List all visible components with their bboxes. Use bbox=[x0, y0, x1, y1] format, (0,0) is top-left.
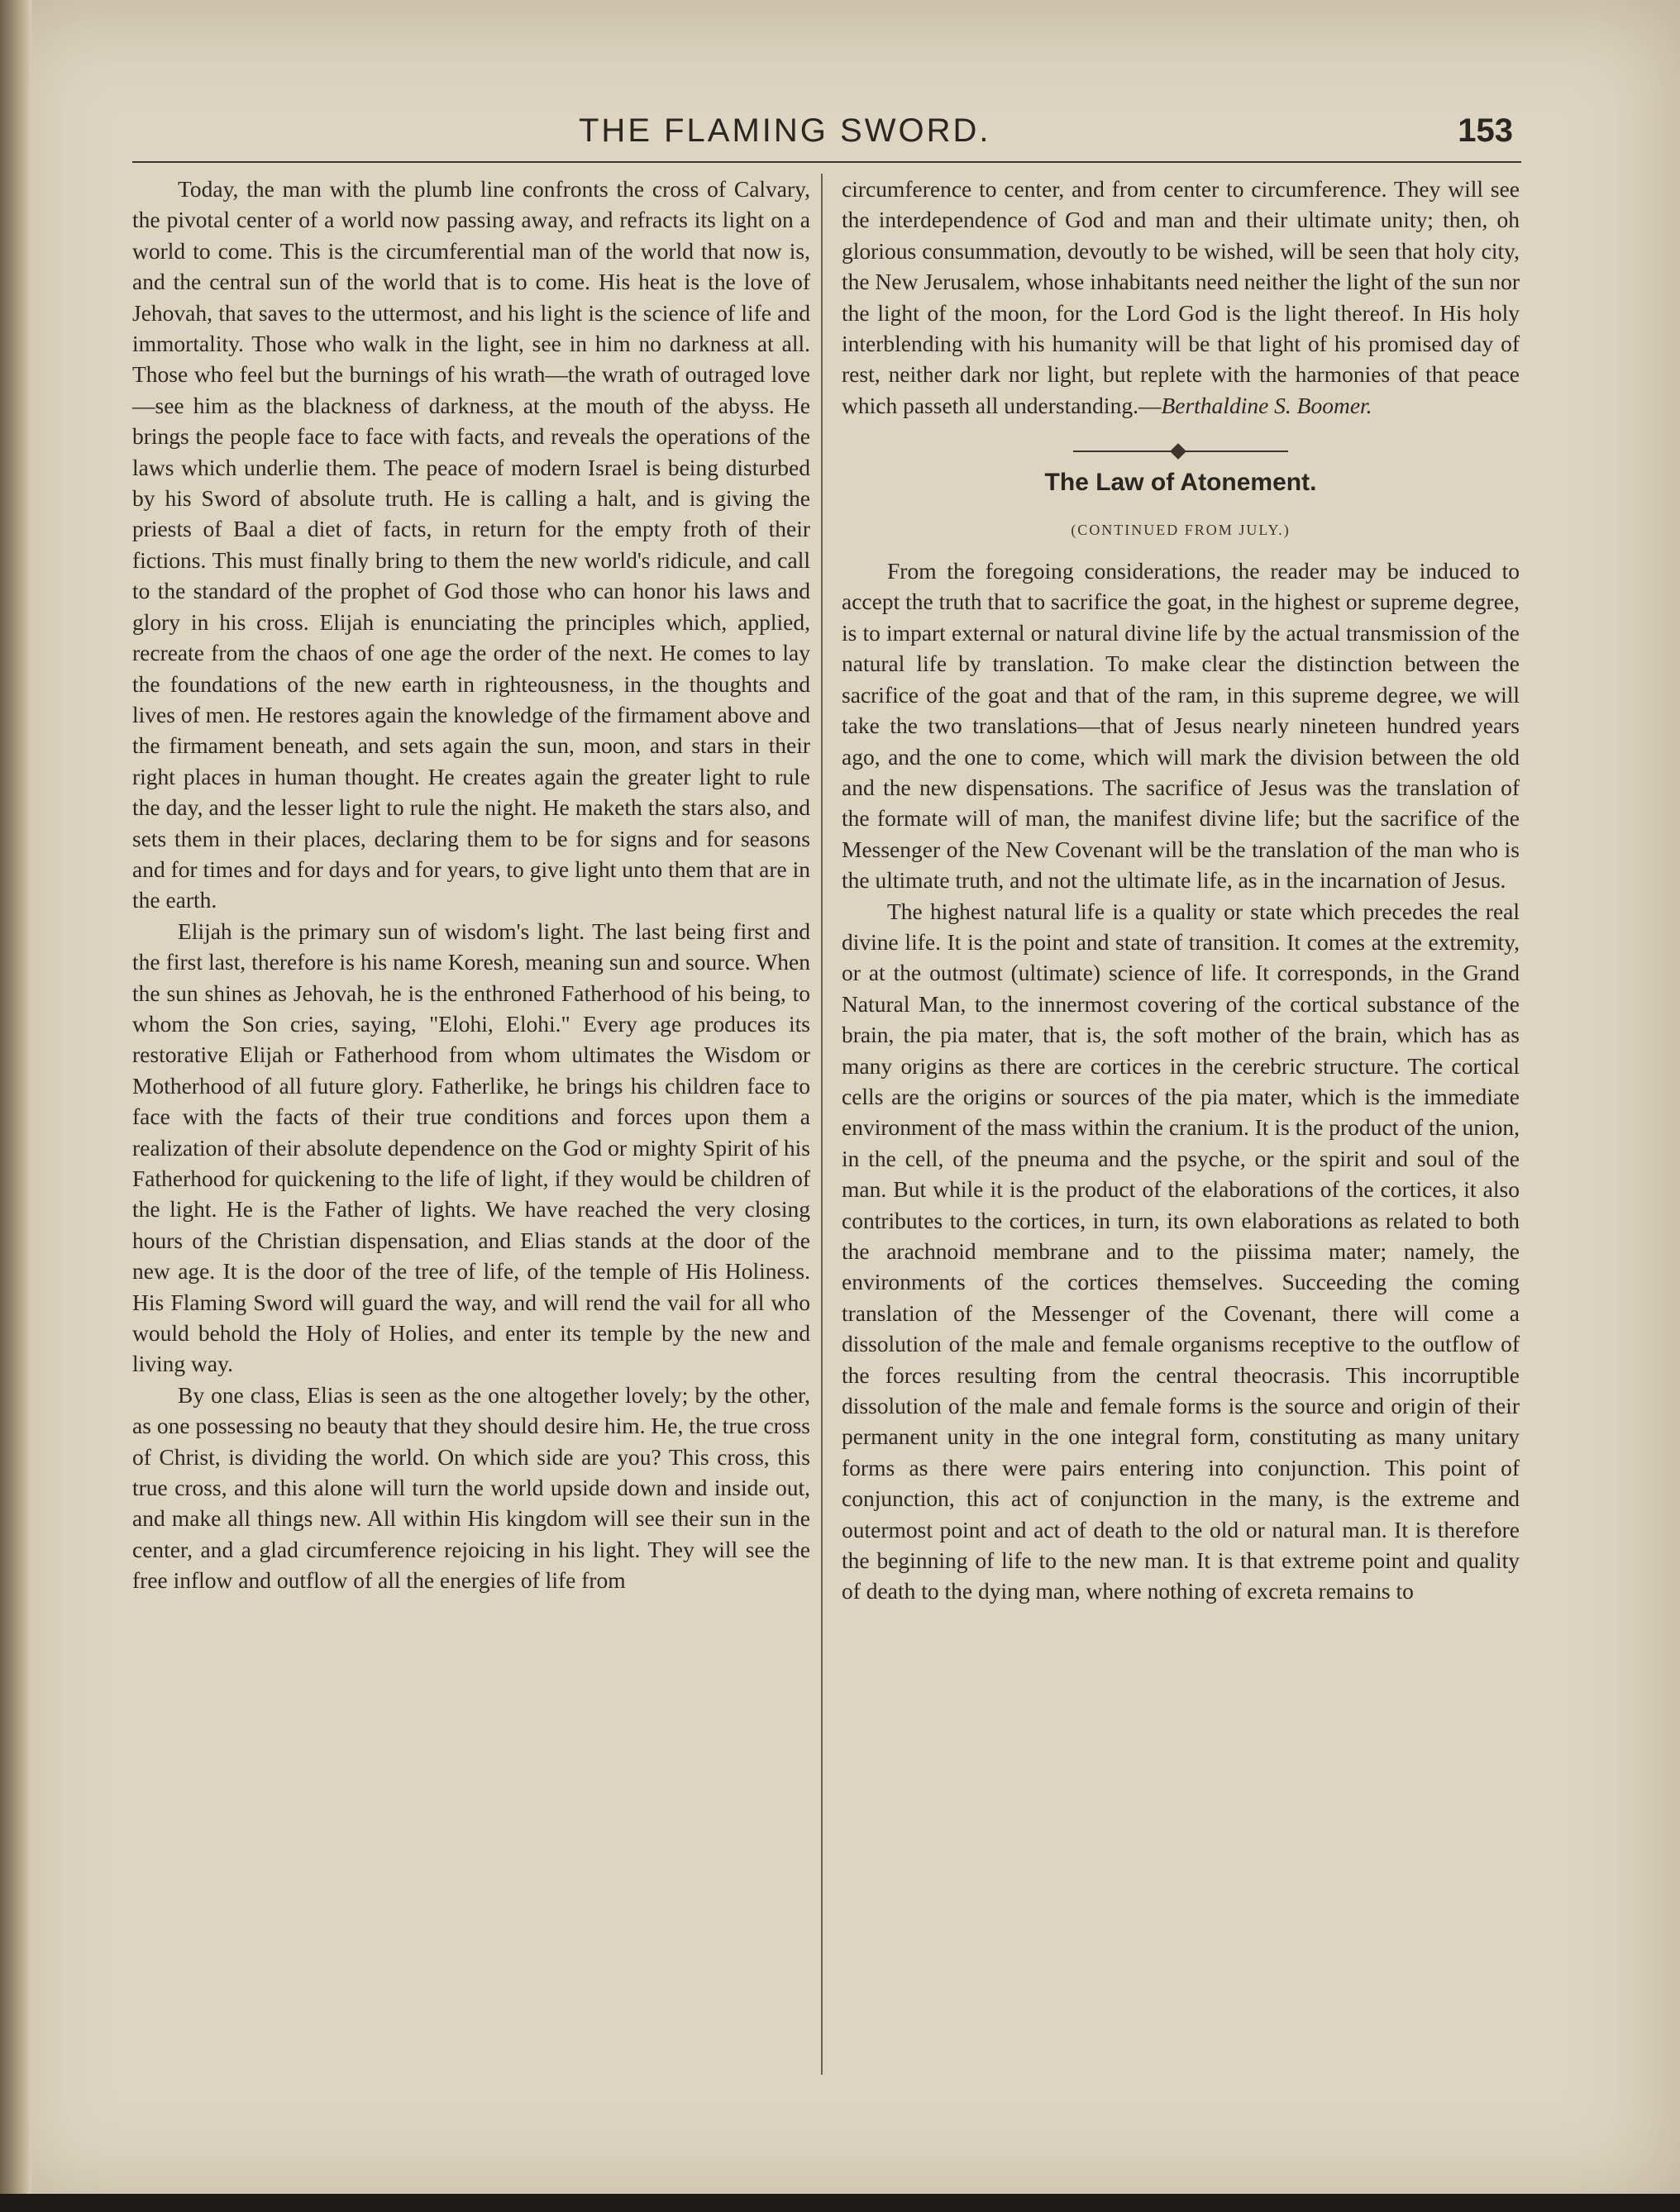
section-ornament bbox=[1073, 451, 1288, 452]
author-signature: Berthaldine S. Boomer. bbox=[1161, 392, 1372, 418]
body-paragraph: Today, the man with the plumb line confronts the cross of Calvary, the pivotal center of a world now passing away, and refracts its light on a world to come. This is the circumferential man of the world that now is, and the central sun of the world that is to come. His heat is the love of Jehovah, that saves to the uttermost, and his light is the science of life and immortality. Those who walk in the light, see in him no darkness at all. Those who feel but the burnings of his wrath—the wrath of outraged love—see him as the blackness of darkness, at the mouth of the abyss. He brings the people face to face with facts, and reveals the operations of the laws which underlie them. The peace of modern Israel is being disturbed by his Sword of absolute truth. He is calling a halt, and is giving the priests of Baal a diet of facts, in return for the empty froth of their fictions. This must finally bring to them the new world's ridicule, and call to the standard of the prophet of God those who can honor his laws and glory in his cross. Elijah is enunciating the principles which, applied, recreate from the chaos of one age the order of the next. He comes to lay the foundations of the new earth in righteousness, in the thoughts and lives of men. He restores again the knowledge of the firmament above and the firmament beneath, and sets again the sun, moon, and stars in their right places in human thought. He creates again the greater light to rule the day, and the lesser light to rule the night. He maketh the stars also, and sets them in their places, declaring them to be for signs and for seasons and for times and for days and for years, to give light unto them that are in the earth. bbox=[132, 176, 810, 913]
page-bottom-edge bbox=[0, 2194, 1680, 2212]
continued-paragraph bbox=[842, 174, 1520, 421]
ornament-dot bbox=[1170, 443, 1186, 460]
running-title: THE FLAMING SWORD. bbox=[579, 112, 991, 149]
body-paragraph: The highest natural life is a quality or state which precedes the real divine life. It is the point and state of transition. It comes at the extremity, or at the outmost (ultimate) science of life. It corresponds, in the Grand Natural Man, to the innermost covering of the cortical substance of the brain, the pia mater, that is, the soft mother of the brain, which has as many origins as there are cortices in the cerebric structure. The cortical cells are the origins or sources of the pia mater, which is the immediate environment of the mass within the cranium. It is the product of the union, in the cell, of the pneuma and the psyche, or the spirit and soul of the man. But while it is the product of the elaborations of the cortices, it also contributes to the cortices, in turn, its own elaborations as related to both the arachnoid membrane and to the piissima mater; namely, the environments of the cortices themselves. Succeeding the coming translation of the Messenger of the Covenant, there will come a dissolution of the male and female organisms receptive to the outflow of the forces resulting from the central theocrasis. This incorruptible dissolution of the male and female forms is the source and origin of their permanent unity in the one integral form, constituting as many unitary forms as there were pairs entering into conjunction. This point of conjunction, this act of conjunction in the many, is the extreme and outermost point and act of death to the old or natural man. It is therefore the beginning of life to the new man. It is that extreme point and quality of death to the dying man, where nothing of excreta remains to bbox=[842, 898, 1520, 1604]
header-divider bbox=[132, 161, 1521, 163]
body-paragraph: Elijah is the primary sun of wisdom's light. The last being first and the first last, therefore is his name Koresh, meaning sun and source. When the sun shines as Jehovah, he is the enthroned Fatherhood of his being, to whom the Son cries, saying, "Elohi, Elohi." Every age produces its restorative Elijah or Fatherhood from whom ultimates the Wisdom or Motherhood of all future glory. Fatherlike, he brings his children face to face with the facts of their true conditions and forces upon them a realization of their absolute dependence on the God or mighty Spirit of his Fatherhood for quickening to the life of light, if they would be children of the light. He is the Father of lights. We have reached the very closing hours of the Christian dispensation, and Elias stands at the door of the new age. It is the door of the tree of life, of the temple of His Holiness. His Flaming Sword will guard the way, and will rend the vail for all who would behold the Holy of Holies, and enter its temple by the new and living way. bbox=[132, 918, 810, 1377]
continued-note: (CONTINUED FROM JULY.) bbox=[1071, 521, 1291, 538]
page-number: 153 bbox=[1458, 112, 1513, 149]
left-column bbox=[132, 174, 810, 1596]
page-header bbox=[132, 112, 1521, 162]
continued-text: circumference to center, and from center to circumference. They will see the interdependence of God and man and their ultimate unity; then, oh glorious consummation, devoutly to be wished, will be seen that holy city, the New Jerusalem, whose inhabitants need neither the light of the sun nor the light of the moon, for the Lord God is the light thereof. In His holy interblending with his humanity will be that light of his promised day of rest, neither dark nor light, but replete with the harmonies of that peace which passeth all understanding.— bbox=[842, 176, 1520, 418]
body-paragraph: From the foregoing considerations, the reader may be induced to accept the truth that to sacrifice the goat, in the highest or supreme degree, is to impart external or natural divine life by the actual transmission of the natural life by translation. To make clear the distinction between the sacrifice of the goat and that of the ram, in this supreme degree, we will take the two translations—that of Jesus nearly nineteen hundred years ago, and the one to come, which will mark the division between the old and the new dispensations. The sacrifice of Jesus was the translation of the formate will of man, the manifest divine life; but the sacrifice of the Messenger of the New Covenant will be the translation of the man who is the ultimate truth, and not the ultimate life, as in the incarnation of Jesus. bbox=[842, 558, 1520, 894]
right-column bbox=[842, 174, 1520, 1607]
book-spine bbox=[0, 0, 31, 2212]
section-title: The Law of Atonement. bbox=[1044, 469, 1317, 497]
column-divider bbox=[821, 174, 823, 2075]
body-paragraph: By one class, Elias is seen as the one altogether lovely; by the other, as one possessing no beauty that they should desire him. He, the true cross of Christ, is dividing the world. On which side are you? This cross, this true cross, and this alone will turn the world upside down and inside out, and make all things new. All within His kingdom will see their sun in the center, and a glad circumference rejoicing in his light. They will see the free inflow and outflow of all the energies of life from bbox=[132, 1381, 810, 1594]
